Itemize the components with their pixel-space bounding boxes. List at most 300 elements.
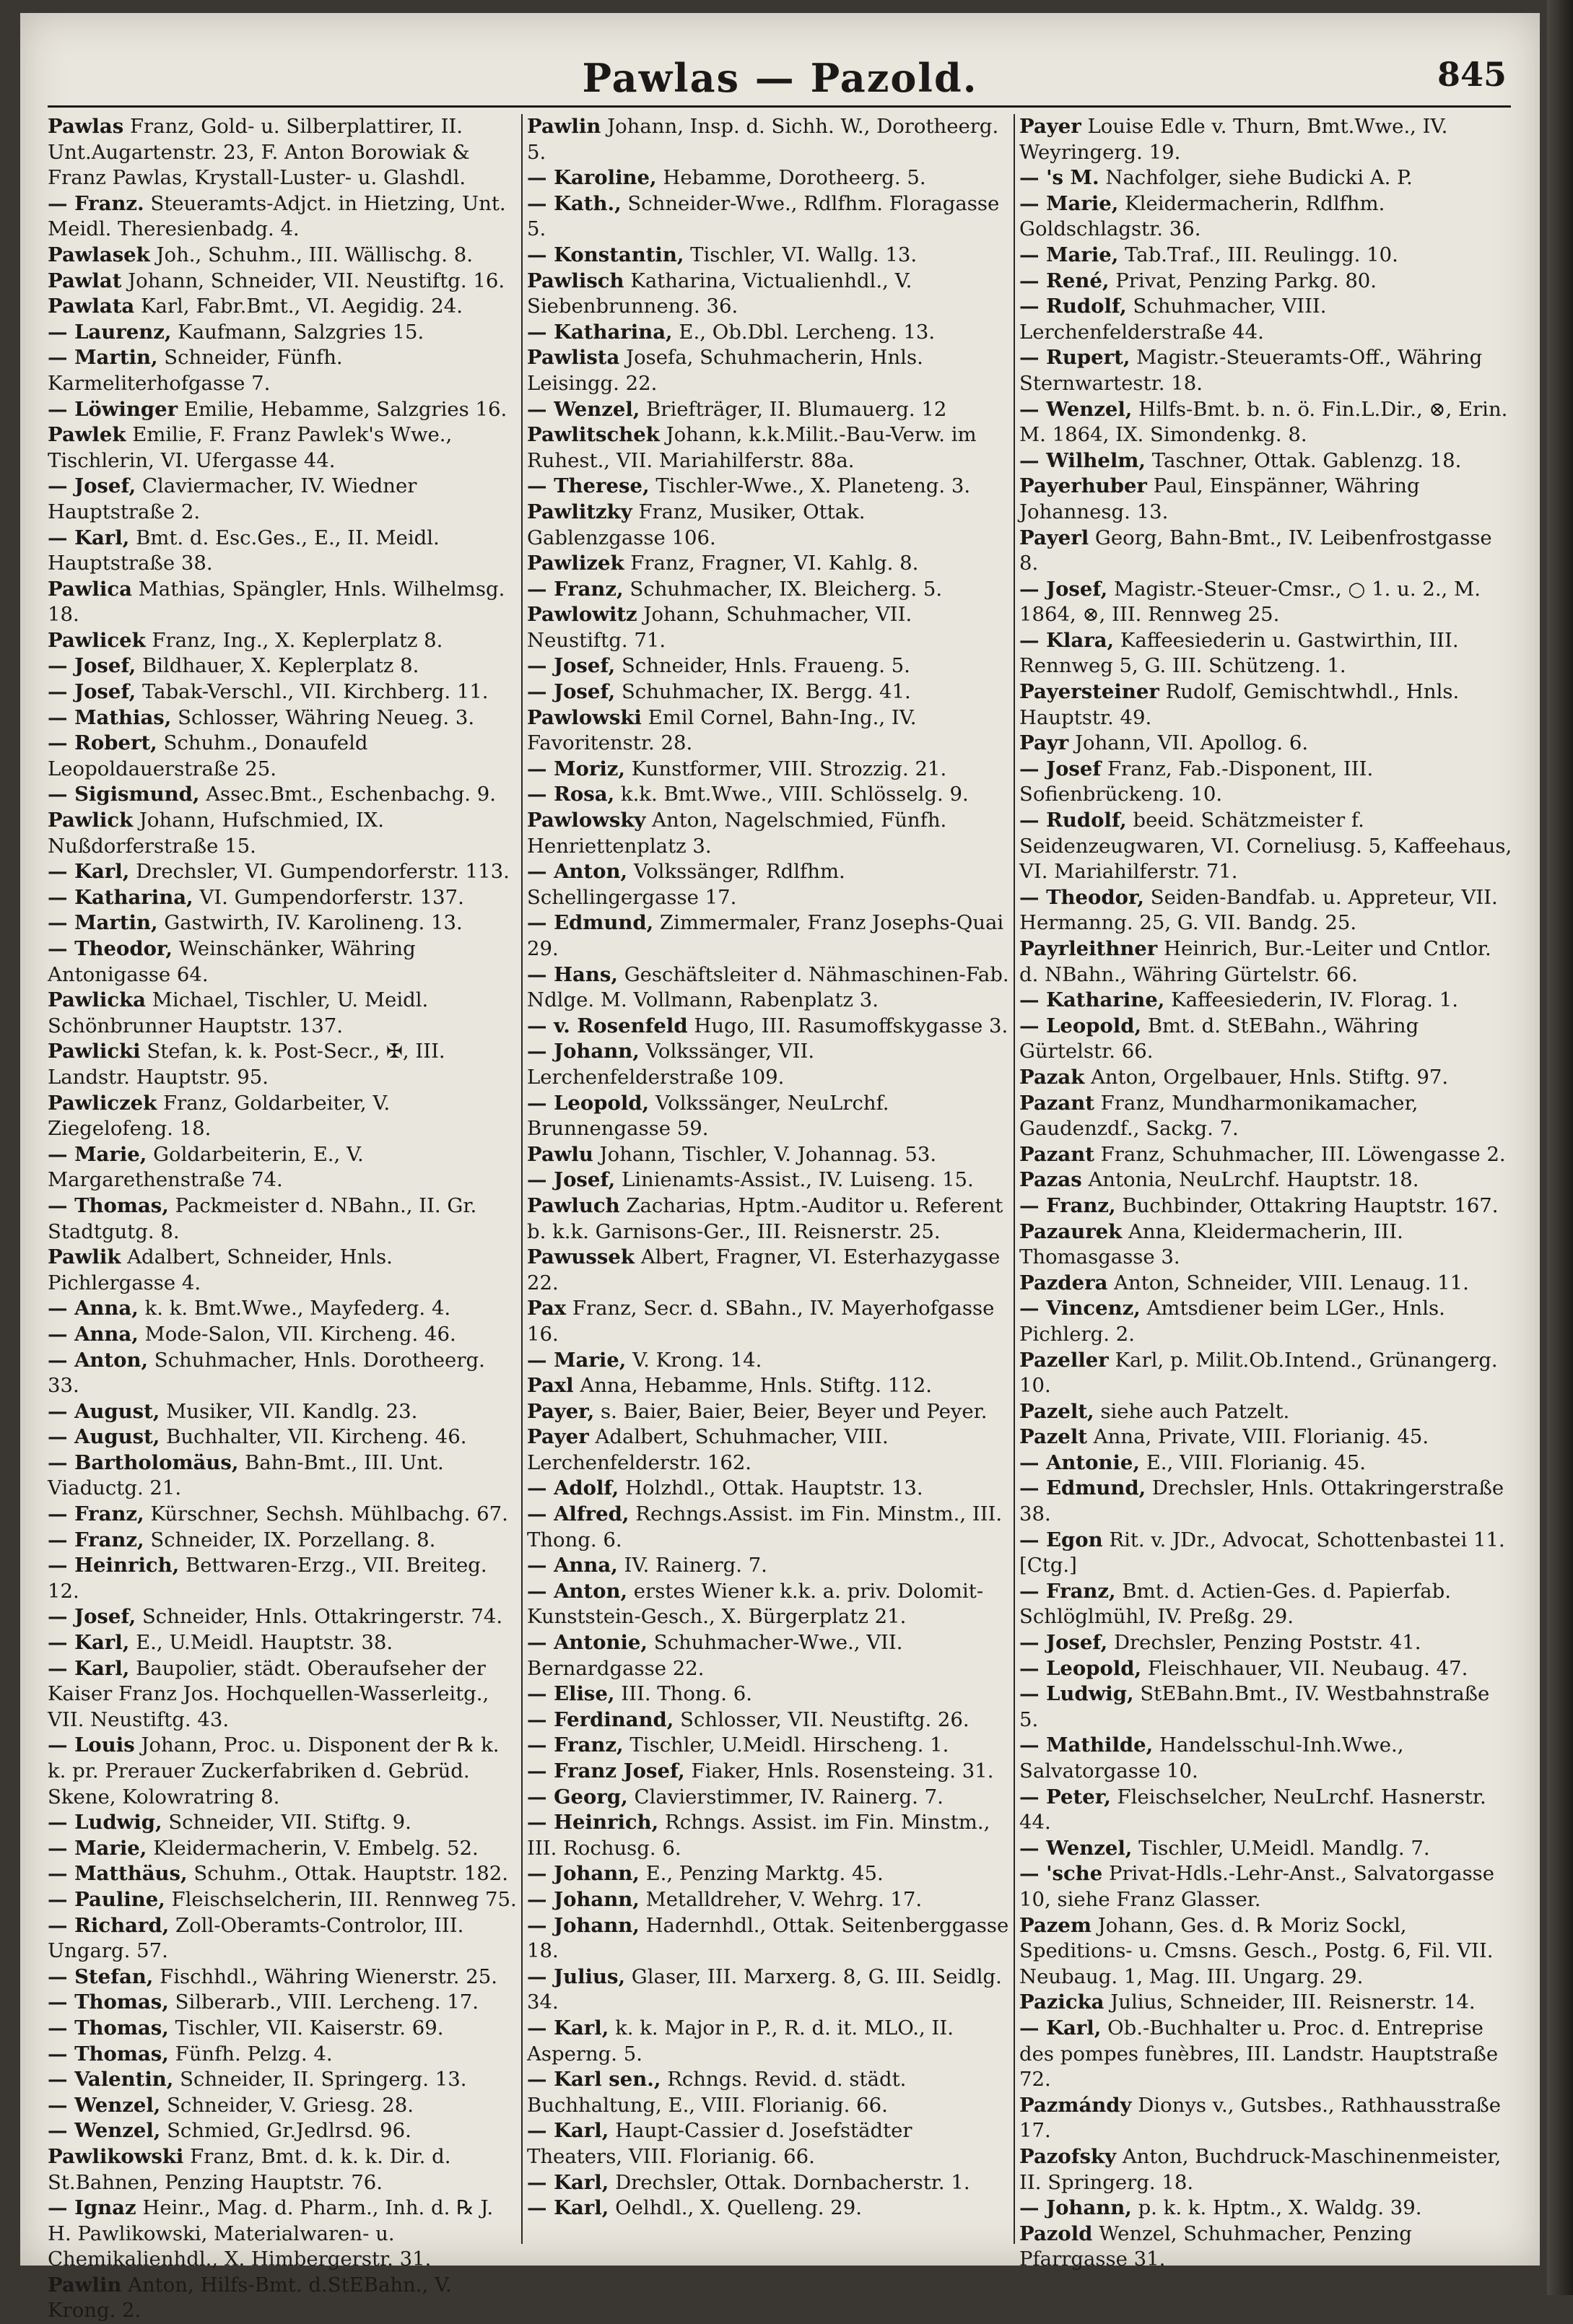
entry-name: — Wilhelm, bbox=[1019, 448, 1146, 472]
entry-name: — v. Rosenfeld bbox=[527, 1014, 688, 1037]
directory-entry bbox=[527, 1399, 1009, 1425]
entry-name: — Karl sen., bbox=[527, 2068, 661, 2092]
directory-entry bbox=[527, 1373, 1009, 1399]
entry-details: Kunstformer, VIII. Strozzig. 21. bbox=[631, 757, 947, 780]
entry-name: — Antonie, bbox=[1019, 1450, 1140, 1474]
entry-details: E., VIII. Florianig. 45. bbox=[1146, 1450, 1367, 1474]
entry-details: Taschner, Ottak. Gablenzg. 18. bbox=[1151, 448, 1462, 472]
entry-name: — Adolf, bbox=[527, 1476, 619, 1500]
directory-entry bbox=[527, 500, 1009, 551]
directory-entry bbox=[48, 1450, 517, 1502]
directory-entry bbox=[1019, 1296, 1513, 1347]
directory-entry bbox=[527, 269, 1009, 320]
entry-details: Adalbert, Schneider, Hnls. Pichlergasse 4. bbox=[48, 1245, 393, 1294]
entry-details: Kürschner, Sechsh. Mühlbachg. 67. bbox=[150, 1502, 508, 1526]
entry-details: Anna, Private, VIII. Florianig. 45. bbox=[1093, 1425, 1429, 1449]
directory-entry bbox=[1019, 2016, 1513, 2093]
entry-name: — Wenzel, bbox=[48, 2093, 161, 2117]
entry-details: Magistr.-Steueramts-Off., Währing Sternwartestr. 18. bbox=[1019, 346, 1483, 395]
entry-name: — Karl, bbox=[527, 2196, 609, 2220]
entry-details: Gastwirth, IV. Karolineng. 13. bbox=[164, 911, 463, 935]
directory-entry bbox=[48, 936, 517, 988]
directory-entry bbox=[527, 1579, 1009, 1630]
directory-entry bbox=[527, 2195, 1009, 2221]
entry-name: — Karl, bbox=[1019, 2016, 1102, 2040]
entry-name: — Karl, bbox=[48, 1656, 130, 1680]
directory-entry bbox=[527, 1630, 1009, 1681]
directory-entry bbox=[48, 731, 517, 782]
entry-details: Franz, Bmt. d. k. k. Dir. d. St.Bahnen, Penzing Hauptstr. 76. bbox=[48, 2144, 451, 2194]
entry-name: — Ludwig, bbox=[48, 1811, 162, 1835]
entry-details: Drechsler, VI. Gumpendorferstr. 113. bbox=[136, 860, 510, 884]
directory-entry bbox=[48, 1245, 517, 1296]
directory-entry bbox=[527, 1502, 1009, 1553]
entry-name: — Marie, bbox=[1019, 243, 1119, 266]
entry-name: — Josef, bbox=[527, 654, 616, 678]
entry-name: — Thomas, bbox=[48, 1193, 169, 1217]
directory-entry bbox=[527, 653, 1009, 679]
entry-name: Pawlu bbox=[527, 1142, 593, 1166]
entry-name: Pazmándy bbox=[1019, 2093, 1132, 2117]
directory-entry bbox=[48, 1733, 517, 1810]
entry-name: — 'sche bbox=[1019, 1862, 1103, 1886]
directory-entry bbox=[527, 808, 1009, 859]
entry-details: Adalbert, Schuhmacher, VIII. Lerchenfelderstr. 162. bbox=[527, 1425, 889, 1474]
directory-entry bbox=[48, 526, 517, 577]
entry-name: — Anton, bbox=[527, 860, 628, 884]
entry-name: — Leopold, bbox=[1019, 1656, 1142, 1680]
directory-entry bbox=[1019, 1348, 1513, 1399]
directory-entry bbox=[527, 602, 1009, 653]
entry-details: Zimmermaler, Franz Josephs-Quai 29. bbox=[527, 911, 1004, 960]
directory-entry bbox=[48, 1502, 517, 1528]
entry-details: s. Baier, Baier, Beier, Beyer und Peyer. bbox=[601, 1399, 988, 1423]
entry-name: — Franz Josef, bbox=[527, 1759, 685, 1783]
entry-details: Steueramts-Adjct. in Hietzing, Unt. Meidl. Theresienbadg. 4. bbox=[48, 191, 506, 241]
column-3 bbox=[1019, 114, 1513, 2271]
entry-name: — Klara, bbox=[1019, 628, 1115, 652]
entry-name: — Johann, bbox=[527, 1913, 640, 1937]
entry-details: Schneider, Fünfh. Karmeliterhofgasse 7. bbox=[48, 346, 343, 395]
directory-entry bbox=[48, 1424, 517, 1450]
entry-details: Schneider, II. Springerg. 13. bbox=[180, 2068, 467, 2092]
entry-name: — Ludwig, bbox=[1019, 1682, 1134, 1706]
entry-details: Franz, Fragner, VI. Kahlg. 8. bbox=[630, 552, 919, 575]
directory-entry bbox=[48, 2067, 517, 2093]
entry-details: Anna, Kleidermacherin, III. Thomasgasse 3. bbox=[1019, 1219, 1403, 1269]
entry-details: Schlosser, VII. Neustiftg. 26. bbox=[680, 1707, 969, 1731]
entry-name: — Leopold, bbox=[1019, 1014, 1142, 1037]
entry-details: Julius, Schneider, III. Reisnerstr. 14. bbox=[1110, 1990, 1476, 2014]
entry-details: Schneider, Hnls. Ottakringerstr. 74. bbox=[141, 1605, 503, 1629]
entry-details: Johann, k.k.Milit.-Bau-Verw. im Ruhest., VII. Mariahilferstr. 88a. bbox=[527, 423, 977, 472]
directory-page bbox=[20, 13, 1540, 2323]
entry-details: Karl, p. Milit.Ob.Intend., Grünangerg. 10. bbox=[1019, 1348, 1498, 1398]
entry-details: Silberarb., VIII. Lercheng. 17. bbox=[175, 1990, 479, 2014]
entry-name: — Rupert, bbox=[1019, 346, 1130, 370]
entry-details: Kleidermacherin, Rdlfhm. Goldschlagstr. 36. bbox=[1019, 191, 1385, 241]
directory-entry bbox=[527, 1245, 1009, 1296]
entry-details: Glaser, III. Marxerg. 8, G. III. Seidlg. 34. bbox=[527, 1964, 1002, 2014]
directory-entry bbox=[1019, 294, 1513, 345]
directory-entry bbox=[48, 1296, 517, 1322]
entry-details: E., Ob.Dbl. Lercheng. 13. bbox=[679, 320, 936, 344]
entry-details: Johann, Insp. d. Sichh. W., Dorotheerg. 5. bbox=[527, 115, 999, 164]
directory-entry bbox=[48, 474, 517, 525]
entry-details: Rudolf, Gemischtwhdl., Hnls. Hauptstr. 49. bbox=[1019, 680, 1460, 729]
entry-name: — Ignaz bbox=[48, 2196, 136, 2220]
entry-name: — Elise, bbox=[527, 1682, 615, 1706]
entry-name: — Marie, bbox=[48, 1142, 147, 1166]
entry-name: — Robert, bbox=[48, 731, 157, 755]
entry-details: Franz, Mundharmonikamacher, Gaudenzdf., Sackg. 7. bbox=[1019, 1091, 1419, 1141]
entry-name: Pawlata bbox=[48, 295, 135, 318]
entry-name: — Rudolf, bbox=[1019, 295, 1127, 318]
directory-entry bbox=[48, 859, 517, 885]
directory-entry bbox=[527, 1861, 1009, 1887]
directory-entry bbox=[1019, 345, 1513, 396]
directory-entry bbox=[1019, 988, 1513, 1014]
directory-entry bbox=[48, 1990, 517, 2016]
entry-details: Schuhm., Ottak. Hauptstr. 182. bbox=[193, 1862, 508, 1886]
book-edge bbox=[1547, 0, 1573, 2295]
entry-details: Franz, Ing., X. Keplerplatz 8. bbox=[152, 628, 443, 652]
entry-details: IV. Rainerg. 7. bbox=[624, 1554, 767, 1577]
directory-entry bbox=[48, 885, 517, 911]
entry-name: — Franz, bbox=[1019, 1579, 1116, 1603]
entry-details: E., U.Meidl. Hauptstr. 38. bbox=[136, 1631, 393, 1655]
entry-name: — Theodor, bbox=[1019, 885, 1145, 909]
directory-entry bbox=[48, 653, 517, 679]
entry-details: siehe auch Patzelt. bbox=[1100, 1399, 1290, 1423]
entry-name: — Marie, bbox=[48, 1836, 147, 1860]
entry-name: — Marie, bbox=[1019, 191, 1119, 215]
entry-details: Karl, Fabr.Bmt., VI. Aegidig. 24. bbox=[140, 295, 463, 318]
entry-name: — Pauline, bbox=[48, 1887, 165, 1911]
entry-details: Bildhauer, X. Keplerplatz 8. bbox=[141, 654, 419, 678]
entry-details: Louise Edle v. Thurn, Bmt.Wwe., IV. Weyringerg. 19. bbox=[1019, 115, 1448, 164]
entry-name: Pazold bbox=[1019, 2221, 1093, 2245]
entry-name: — Anton, bbox=[48, 1348, 149, 1372]
directory-entry bbox=[527, 191, 1009, 243]
entry-details: Rechngs.Assist. im Fin. Minstm., III. Thong. 6. bbox=[527, 1502, 1003, 1551]
entry-details: Baupolier, städt. Oberaufseher der Kaiser Franz Jos. Hochquellen-Wasserleitg., VII. Neustiftg. 43. bbox=[48, 1656, 489, 1731]
entry-name: Pazelt, bbox=[1019, 1399, 1094, 1423]
directory-entry bbox=[1019, 757, 1513, 808]
directory-entry bbox=[48, 1913, 517, 1964]
entry-name: — Leopold, bbox=[527, 1091, 650, 1115]
entry-details: Schneider, VII. Stiftg. 9. bbox=[168, 1811, 411, 1835]
entry-details: Volkssänger, NeuLrchf. Brunnengasse 59. bbox=[527, 1091, 889, 1141]
entry-details: Volkssänger, VII. Lerchenfelderstraße 109. bbox=[527, 1040, 815, 1089]
directory-entry bbox=[1019, 269, 1513, 295]
entry-name: Pawlick bbox=[48, 809, 134, 832]
entry-details: Fünfh. Pelzg. 4. bbox=[175, 2042, 333, 2066]
directory-entry bbox=[48, 191, 517, 243]
directory-entry bbox=[1019, 628, 1513, 679]
directory-entry bbox=[1019, 1476, 1513, 1527]
entry-details: Bmt. d. Actien-Ges. d. Papierfab. Schlöglmühl, IV. Preßg. 29. bbox=[1019, 1579, 1451, 1629]
entry-details: p. k. k. Hptm., X. Waldg. 39. bbox=[1138, 2196, 1422, 2220]
entry-details: Goldarbeiterin, E., V. Margarethenstraße 74. bbox=[48, 1142, 364, 1192]
entry-name: Payer, bbox=[527, 1399, 595, 1423]
directory-entry bbox=[1019, 2144, 1513, 2195]
directory-entry bbox=[527, 243, 1009, 269]
entry-details: Kleidermacherin, V. Embelg. 52. bbox=[153, 1836, 479, 1860]
entry-details: Schuhmacher, IX. Bleicherg. 5. bbox=[629, 577, 943, 601]
entry-name: Pazem bbox=[1019, 1913, 1091, 1937]
entry-details: Johann, Schneider, VII. Neustiftg. 16. bbox=[128, 269, 505, 292]
running-head: Pawlas — Pazold. bbox=[582, 55, 978, 101]
entry-name: Paxl bbox=[527, 1374, 574, 1398]
directory-entry bbox=[48, 422, 517, 474]
directory-entry bbox=[527, 551, 1009, 577]
entry-details: Schuhmacher, Hnls. Dorotheerg. 33. bbox=[48, 1348, 485, 1398]
entry-name: — Heinrich, bbox=[48, 1554, 180, 1577]
page-number: 845 bbox=[1437, 55, 1507, 94]
entry-details: Fiaker, Hnls. Rosensteing. 31. bbox=[691, 1759, 994, 1783]
entry-name: Pawlicki bbox=[48, 1040, 141, 1063]
directory-entry bbox=[1019, 1990, 1513, 2016]
entry-details: Hilfs-Bmt. b. n. ö. Fin.L.Dir., ⊗, Erin. M. 1864, IX. Simondenkg. 8. bbox=[1019, 397, 1508, 447]
directory-entry bbox=[527, 782, 1009, 808]
entry-name: — Anna, bbox=[48, 1322, 139, 1346]
entry-details: Ob.-Buchhalter u. Proc. d. Entreprise des pompes funèbres, III. Landstr. Hauptstraße 72. bbox=[1019, 2016, 1499, 2092]
entry-details: Paul, Einspänner, Währing Johannesg. 13. bbox=[1019, 474, 1420, 523]
entry-details: Josefa, Schuhmacherin, Hnls. Leisingg. 22. bbox=[527, 346, 923, 395]
directory-entry bbox=[527, 1707, 1009, 1733]
entry-name: Pazant bbox=[1019, 1142, 1094, 1166]
entry-details: Schuhmacher-Wwe., VII. Bernardgasse 22. bbox=[527, 1631, 903, 1680]
entry-name: — Wenzel, bbox=[1019, 397, 1133, 421]
directory-entry bbox=[1019, 1450, 1513, 1476]
directory-entry bbox=[527, 1039, 1009, 1090]
entry-details: Katharina, Victualienhdl., V. Siebenbrunneng. 36. bbox=[527, 269, 912, 318]
entry-details: Clavierstimmer, IV. Rainerg. 7. bbox=[634, 1785, 944, 1809]
directory-entry bbox=[1019, 1424, 1513, 1450]
directory-entry bbox=[48, 679, 517, 705]
directory-entry bbox=[1019, 1399, 1513, 1425]
directory-entry bbox=[1019, 1579, 1513, 1630]
directory-entry bbox=[527, 1296, 1009, 1347]
entry-details: Fischhdl., Währing Wienerstr. 25. bbox=[160, 1964, 498, 1988]
directory-entry bbox=[48, 1553, 517, 1604]
entry-details: Emilie, F. Franz Pawlek's Wwe., Tischlerin, VI. Ufergasse 44. bbox=[48, 423, 453, 472]
directory-entry bbox=[48, 2144, 517, 2195]
entry-name: — Franz, bbox=[527, 1733, 624, 1757]
entry-name: — Ferdinand, bbox=[527, 1707, 674, 1731]
entry-name: Payersteiner bbox=[1019, 680, 1159, 704]
entry-name: — Franz, bbox=[527, 577, 624, 601]
directory-entry bbox=[48, 988, 517, 1039]
entry-details: Wenzel, Schuhmacher, Penzing Pfarrgasse 31. bbox=[1019, 2221, 1412, 2271]
entry-details: Heinrich, Bur.-Leiter und Cntlor. d. NBahn., Währing Gürtelstr. 66. bbox=[1019, 937, 1491, 986]
entry-details: Schuhm., Donaufeld Leopoldauerstraße 25. bbox=[48, 731, 368, 780]
directory-entry bbox=[48, 114, 517, 191]
entry-name: Pazas bbox=[1019, 1168, 1082, 1192]
entry-details: Handelsschul-Inh.Wwe., Salvatorgasse 10. bbox=[1019, 1733, 1404, 1783]
entry-details: Kaufmann, Salzgries 15. bbox=[178, 320, 424, 344]
entry-name: — Edmund, bbox=[527, 911, 654, 935]
entry-name: — Franz, bbox=[1019, 1193, 1116, 1217]
directory-entry bbox=[48, 577, 517, 628]
entry-name: — Karl, bbox=[527, 2170, 609, 2194]
entry-name: — Josef, bbox=[48, 1605, 136, 1629]
directory-entry bbox=[1019, 1861, 1513, 1912]
directory-entry bbox=[527, 397, 1009, 423]
entry-details: Assec.Bmt., Eschenbachg. 9. bbox=[206, 783, 496, 806]
entry-name: — Löwinger bbox=[48, 397, 178, 421]
entry-name: — Alfred, bbox=[527, 1502, 629, 1526]
entry-details: Mode-Salon, VII. Kircheng. 46. bbox=[144, 1322, 456, 1346]
entry-details: Fleischselcherin, III. Rennweg 75. bbox=[171, 1887, 517, 1911]
entry-name: — Josef, bbox=[1019, 1631, 1108, 1655]
directory-entry bbox=[1019, 1193, 1513, 1219]
directory-entry bbox=[527, 320, 1009, 346]
entry-details: Franz, Goldarbeiter, V. Ziegelofeng. 18. bbox=[48, 1091, 391, 1141]
directory-entry bbox=[527, 345, 1009, 396]
entry-name: Pazelt bbox=[1019, 1425, 1088, 1449]
entry-name: — Johann, bbox=[527, 1862, 640, 1886]
entry-details: III. Thong. 6. bbox=[621, 1682, 752, 1706]
entry-details: Drechsler, Penzing Poststr. 41. bbox=[1113, 1631, 1421, 1655]
entry-details: Joh., Schuhm., III. Wällischg. 8. bbox=[156, 243, 473, 266]
directory-entry bbox=[527, 1424, 1009, 1476]
entry-name: — Sigismund, bbox=[48, 783, 200, 806]
directory-entry bbox=[1019, 1656, 1513, 1682]
entry-details: Antonia, NeuLrchf. Hauptstr. 18. bbox=[1088, 1168, 1419, 1192]
entry-details: Emil Cornel, Bahn-Ing., IV. Favoritenstr. 28. bbox=[527, 705, 917, 755]
entry-details: Tischler, VII. Kaiserstr. 69. bbox=[175, 2016, 444, 2040]
directory-entry bbox=[1019, 243, 1513, 269]
directory-entry bbox=[527, 910, 1009, 962]
entry-name: Pazofsky bbox=[1019, 2144, 1117, 2168]
entry-name: — Heinrich, bbox=[527, 1811, 659, 1835]
entry-details: Johann, Ges. d. ℞ Moriz Sockl, Speditions- u. Cmsns. Gesch., Postg. 6, Fil. VII. Neubaug. 1, Mag. III. Ungarg. 29. bbox=[1019, 1913, 1494, 1988]
directory-entry bbox=[1019, 885, 1513, 936]
entry-name: — Therese, bbox=[527, 474, 650, 498]
entry-name: — Wenzel, bbox=[1019, 1836, 1133, 1860]
directory-entry bbox=[48, 2273, 517, 2324]
entry-details: k.k. Bmt.Wwe., VIII. Schlösselg. 9. bbox=[620, 783, 969, 806]
entry-details: Tabak-Verschl., VII. Kirchberg. 11. bbox=[141, 680, 489, 704]
entry-details: Anton, Orgelbauer, Hnls. Stiftg. 97. bbox=[1091, 1065, 1449, 1089]
entry-details: Rchngs. Assist. im Fin. Minstm., III. Rochusg. 6. bbox=[527, 1811, 990, 1860]
directory-entry bbox=[48, 269, 517, 295]
directory-entry bbox=[527, 1348, 1009, 1374]
directory-entry bbox=[48, 1091, 517, 1142]
directory-entry bbox=[1019, 1836, 1513, 1862]
directory-entry bbox=[48, 1348, 517, 1399]
entry-details: Bmt. d. StEBahn., Währing Gürtelstr. 66. bbox=[1019, 1014, 1419, 1063]
entry-details: Franz, Schuhmacher, III. Löwengasse 2. bbox=[1100, 1142, 1506, 1166]
entry-name: Pawlitschek bbox=[527, 423, 660, 447]
directory-entry bbox=[527, 1553, 1009, 1579]
entry-details: Emilie, Hebamme, Salzgries 16. bbox=[183, 397, 507, 421]
entry-details: Anton, Schneider, VIII. Lenaug. 11. bbox=[1114, 1271, 1469, 1294]
directory-entry bbox=[48, 705, 517, 731]
entry-name: — Mathilde, bbox=[1019, 1733, 1154, 1757]
entry-name: — Louis bbox=[48, 1733, 135, 1757]
entry-name: — Anna, bbox=[527, 1554, 618, 1577]
entry-details: Anton, Buchdruck-Maschinenmeister, II. Springerg. 18. bbox=[1019, 2144, 1502, 2194]
entry-details: Anna, Hebamme, Hnls. Stiftg. 112. bbox=[580, 1374, 933, 1398]
directory-entry bbox=[1019, 1733, 1513, 1784]
entry-details: Zacharias, Hptm.-Auditor u. Referent b. k.k. Garnisons-Ger., III. Reisnerstr. 25. bbox=[527, 1193, 1003, 1243]
entry-name: — Thomas, bbox=[48, 2042, 169, 2066]
entry-details: Briefträger, II. Blumauerg. 12 bbox=[646, 397, 947, 421]
entry-name: — Mathias, bbox=[48, 705, 172, 729]
entry-name: Pazak bbox=[1019, 1065, 1085, 1089]
entry-name: — 's M. bbox=[1019, 166, 1099, 190]
entry-name: — Martin, bbox=[48, 911, 158, 935]
directory-entry bbox=[1019, 448, 1513, 474]
entry-name: — Karl, bbox=[527, 2119, 609, 2143]
entry-details: Oelhdl., X. Quelleng. 29. bbox=[615, 2196, 862, 2220]
entry-details: Amtsdiener beim LGer., Hnls. Pichlerg. 2. bbox=[1019, 1297, 1445, 1346]
entry-name: — August, bbox=[48, 1425, 160, 1449]
entry-name: Pawlicka bbox=[48, 988, 146, 1012]
entry-name: — Egon bbox=[1019, 1528, 1103, 1551]
entry-details: Johann, Schuhmacher, VII. Neustiftg. 71. bbox=[527, 603, 912, 652]
directory-entry bbox=[1019, 808, 1513, 885]
entry-details: Johann, Hufschmied, IX. Nußdorferstraße 15. bbox=[48, 809, 384, 858]
entry-name: Pawlista bbox=[527, 346, 620, 370]
directory-entry bbox=[1019, 114, 1513, 165]
directory-entry bbox=[48, 345, 517, 396]
entry-name: Pawlin bbox=[527, 115, 601, 138]
entry-name: Pawliczek bbox=[48, 1091, 157, 1115]
entry-name: — August, bbox=[48, 1399, 160, 1423]
directory-entry bbox=[527, 422, 1009, 474]
directory-entry bbox=[527, 1913, 1009, 1964]
entry-name: Pawlasek bbox=[48, 243, 150, 266]
directory-entry bbox=[1019, 397, 1513, 448]
directory-entry bbox=[48, 1630, 517, 1656]
directory-entry bbox=[48, 2042, 517, 2068]
entry-name: — Karl, bbox=[48, 860, 130, 884]
entry-details: Weinschänker, Währing Antonigasse 64. bbox=[48, 937, 416, 986]
directory-entry bbox=[1019, 1065, 1513, 1091]
directory-entry bbox=[48, 1887, 517, 1913]
entry-details: Buchhalter, VII. Kircheng. 46. bbox=[166, 1425, 467, 1449]
entry-name: — Josef, bbox=[48, 654, 136, 678]
entry-name: Pawlizek bbox=[527, 552, 624, 575]
entry-details: Bahn-Bmt., III. Unt. Viaductg. 21. bbox=[48, 1450, 444, 1500]
directory-entry bbox=[48, 1399, 517, 1425]
directory-entry bbox=[527, 1733, 1009, 1759]
entry-name: — Peter, bbox=[1019, 1785, 1111, 1809]
entry-details: Rchngs. Revid. d. städt. Buchhaltung, E., VIII. Florianig. 66. bbox=[527, 2068, 907, 2117]
entry-name: Pawlowski bbox=[527, 705, 642, 729]
entry-details: Schmied, Gr.Jedlrsd. 96. bbox=[167, 2119, 411, 2143]
directory-entry bbox=[1019, 1681, 1513, 1733]
directory-entry bbox=[1019, 1528, 1513, 1579]
entry-name: — Karl, bbox=[527, 2016, 609, 2040]
entry-details: Johann, VII. Apollog. 6. bbox=[1074, 731, 1309, 755]
directory-entry bbox=[48, 1142, 517, 1193]
directory-entry bbox=[48, 1528, 517, 1554]
directory-entry bbox=[48, 628, 517, 654]
entry-name: Pazant bbox=[1019, 1091, 1094, 1115]
entry-details: Nachfolger, siehe Budicki A. P. bbox=[1105, 166, 1413, 190]
directory-entry bbox=[48, 1193, 517, 1245]
entry-details: Heinr., Mag. d. Pharm., Inh. d. ℞ J. H. Pawlikowski, Materialwaren- u. Chemikalienhdl., X. Himbergerstr. 31. bbox=[48, 2196, 494, 2271]
directory-entry bbox=[48, 1810, 517, 1836]
entry-details: Drechsler, Ottak. Dornbacherstr. 1. bbox=[615, 2170, 970, 2194]
entry-name: Pawlek bbox=[48, 423, 126, 447]
entry-name: Pazicka bbox=[1019, 1990, 1104, 2014]
